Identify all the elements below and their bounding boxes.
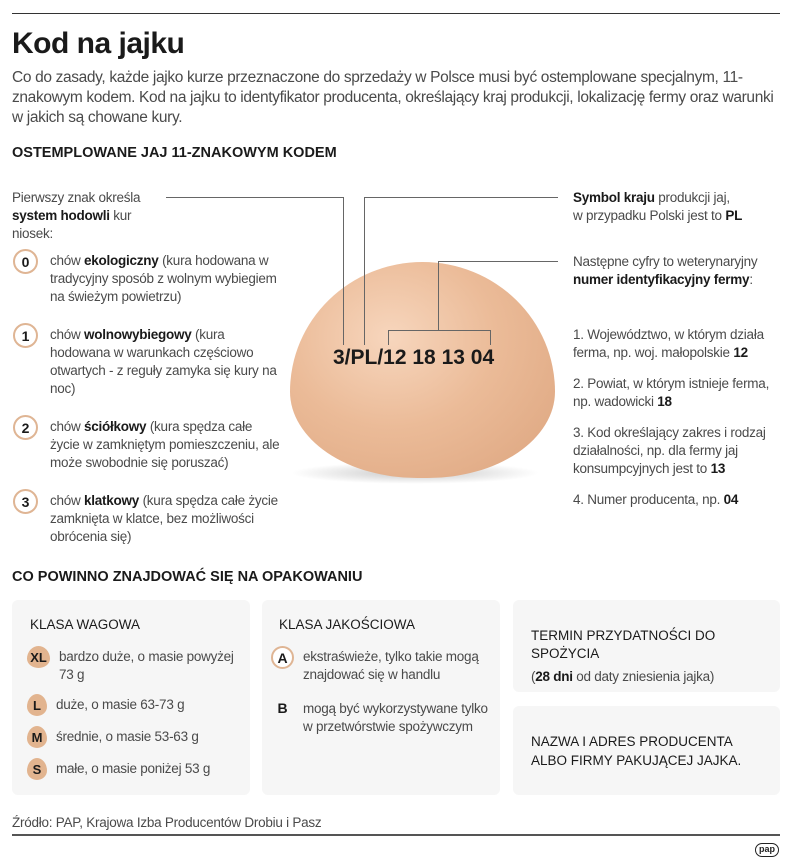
farm-list — [573, 326, 785, 509]
country-note: Symbol kraju produkcji jaj, w przypadku Polski jest to PL — [573, 190, 743, 223]
connector-line — [438, 261, 558, 262]
connector-line — [364, 197, 558, 198]
quality-class-card — [262, 600, 500, 795]
breeding-badge-2: 2 — [13, 415, 38, 440]
breeding-row-1 — [13, 323, 285, 398]
connector-line — [438, 261, 439, 331]
quality-rows — [271, 646, 490, 736]
egg-code: 3/PL/12 18 13 04 — [333, 346, 495, 369]
breeding-badge-1: 1 — [13, 323, 38, 348]
breeding-row-2 — [13, 415, 285, 472]
farm-list-4: 4. Numer producenta, np. 04 — [573, 492, 739, 507]
quality-row-a — [271, 646, 490, 684]
weight-row-m — [27, 726, 238, 748]
source-text: Źródło: PAP, Krajowa Izba Producentów Drobiu i Pasz — [12, 815, 322, 830]
breeding-lead — [12, 189, 162, 243]
quality-badge-a: A — [271, 646, 294, 669]
weight-class-card — [12, 600, 250, 795]
pap-logo: pap — [755, 843, 779, 857]
breeding-item-2: chów ściółkowy (kura spędza całe życie w zamkniętym pomieszczeniu, ale może swobodnie się poruszać) — [50, 419, 280, 470]
section-heading-code: OSTEMPLOWANE JAJ 11-ZNAKOWYM KODEM — [12, 145, 337, 161]
weight-badge-l: L — [27, 694, 47, 716]
top-rule — [12, 13, 780, 14]
quality-title: KLASA JAKOŚCIOWA — [279, 617, 416, 632]
header-block — [12, 26, 784, 162]
breeding-item-3: chów klatkowy (kura spędza całe życie zamknięta w klatce, bez możliwości obrócenia się) — [50, 493, 278, 544]
quality-badge-b: B — [277, 700, 288, 716]
lead-rest: kur niosek: — [12, 208, 132, 241]
breeding-row-3 — [13, 489, 285, 546]
farm-list-3: 3. Kod określający zakres i rodzaj działalności, np. dla fermy jaj konsumpcyjnych jest to 13 — [573, 425, 766, 476]
weight-row-text: średnie, o masie 53-63 g — [56, 729, 199, 744]
weight-badge-xl: XL — [27, 646, 50, 668]
farm-note: Następne cyfry to weterynaryjny numer identyfikacyjny fermy: — [573, 254, 758, 287]
expiry-card — [513, 600, 780, 692]
weight-row-s — [27, 758, 238, 780]
quality-row-text: mogą być wykorzystywane tylko w przetwórstwie spożywczym — [303, 701, 488, 734]
breeding-badge-3: 3 — [13, 489, 38, 514]
lead-line2 — [12, 207, 162, 243]
weight-badge-m: M — [27, 726, 47, 748]
page-title: Kod na jajku — [12, 27, 185, 60]
breeding-item-0: chów ekologiczny (kura hodowana w tradycyjny sposób z wolnym wybiegiem na świeżym powietrzu) — [50, 253, 277, 304]
producer-text: NAZWA I ADRES PRODUCENTA ALBO FIRMY PAKUJĄCEJ JAJKA. — [531, 734, 742, 768]
quality-row-text: ekstraświeże, tylko takie mogą znajdować się w handlu — [303, 649, 479, 682]
weight-row-xl — [27, 646, 238, 684]
lead-bold: system hodowli — [12, 208, 110, 223]
weight-row-text: małe, o masie poniżej 53 g — [56, 761, 211, 776]
weight-badge-s: S — [27, 758, 47, 780]
bracket-line — [388, 330, 491, 331]
farm-list-2: 2. Powiat, w którym istnieje ferma, np. wadowicki 18 — [573, 376, 770, 409]
weight-title: KLASA WAGOWA — [30, 617, 141, 632]
producer-card — [513, 706, 780, 795]
intro-text: Co do zasady, każde jajko kurze przeznaczone do sprzedaży w Polsce musi być ostemplowane specjalnym, 11-znakowym kodem. Kod na jajku to identyfikator producenta, określający kraj produkcji, lokalizację fermy oraz warunki w jakich są chowane kury. — [12, 69, 774, 126]
farm-list-1: 1. Województwo, w którym działa ferma, np. woj. małopolskie 12 — [573, 327, 764, 360]
weight-row-l — [27, 694, 238, 716]
connector-line — [343, 197, 344, 345]
lead-line1: Pierwszy znak określa — [12, 190, 141, 205]
weight-row-text: bardzo duże, o masie powyżej 73 g — [59, 649, 234, 682]
bottom-rule — [12, 834, 780, 836]
connector-line — [364, 197, 365, 345]
bracket-line — [388, 330, 389, 345]
bracket-line — [490, 330, 491, 345]
breeding-item-1: chów wolnowybiegowy (kura hodowana w warunkach częściowo otwartych - z reguły zamyka się kury na noc) — [50, 327, 277, 396]
section-heading-packaging: CO POWINNO ZNAJDOWAĆ SIĘ NA OPAKOWANIU — [12, 569, 363, 585]
connector-line — [166, 197, 343, 198]
expiry-title: TERMIN PRZYDATNOŚCI DO SPOŻYCIA — [531, 628, 716, 661]
quality-row-b — [271, 698, 490, 736]
breeding-row-0 — [13, 249, 285, 306]
weight-row-text: duże, o masie 63-73 g — [56, 697, 185, 712]
expiry-text: (28 dni od daty zniesienia jajka) — [531, 669, 715, 684]
breeding-list — [13, 249, 285, 546]
egg-illustration — [290, 262, 555, 478]
weight-rows — [27, 646, 238, 780]
breeding-badge-0: 0 — [13, 249, 38, 274]
